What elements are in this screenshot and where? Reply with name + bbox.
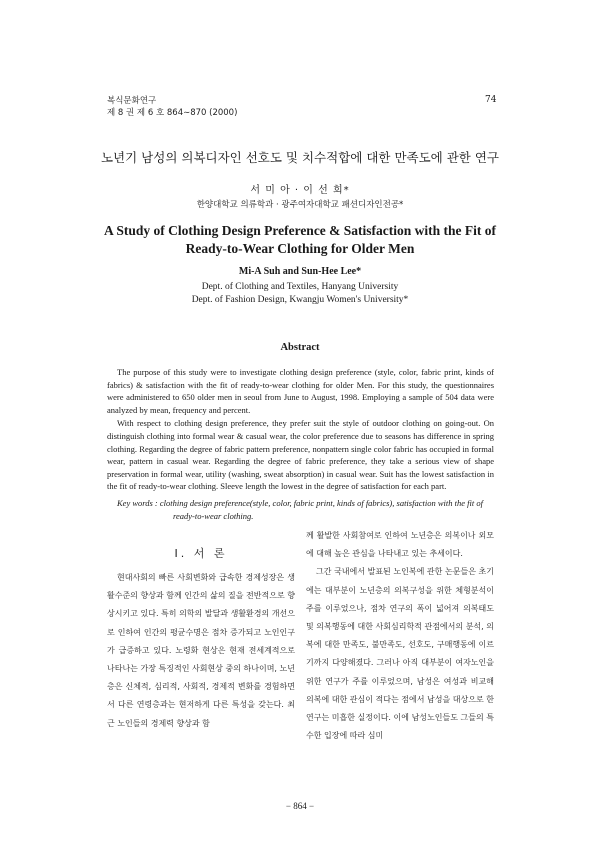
english-affiliation (0, 281, 600, 307)
abstract-paragraph-1: The purpose of this study were to investigate clothing design preference (style, color, fabric print, kinds of fabrics) & satisfaction with the fit of ready-to-wear clothing for older Men. For this study, the questionnaires were administered to 650 older men in seoul from June to August, 1998. Employing a sample of 504 data were analyzed by mean, frequency and percent. (107, 367, 494, 415)
left-column-paragraph: 현대사회의 빠른 사회변화와 급속한 경제성장은 생활수준의 향상과 함께 인간의 삶의 질을 전반적으로 향상시키고 있다. 특히 의학의 발달과 생활환경의 개선으로 인하여 인간의 평균수명은 점차 증가되고 노인인구가 급증하고 있다. 노령화 현상은 현재 전세계적으로 나타나는 가장 특징적인 사회현상 중의 하나이며, 노년층은 신체적, 심리적, 사회적, 경제적 변화를 경험하면서 다른 연령층과는 현저하게 다른 특성을 갖는다. 최근 노인들의 경제력 향상과 함 (107, 573, 295, 728)
right-column-paragraph-2: 그간 국내에서 발표된 노인복에 관한 논문들은 초기에는 대부분이 노년층의 의복구성을 위한 체형분석이 주를 이루었으나, 점차 연구의 폭이 넓어져 의복태도 및 의복행동에 대한 사회심리학적 관점에서의 분석, 의복에 대한 만족도, 불만족도, 선호도, 구매행동에 이르기까지 다양해졌다. 그러나 아직 대부분이 여자노인을 위한 연구가 주를 이루었으며, 남성은 여성과 비교해 의복에 대한 관심이 적다는 점에서 남성을 대상으로 한 연구는 미흡한 실정이다. 이에 남성노인들도 그들의 특수한 입장에 따라 심미 (306, 567, 494, 741)
journal-header (107, 95, 237, 119)
body-column-left (107, 569, 295, 733)
keywords (117, 497, 497, 522)
english-title-line-2: Ready-to-Wear Clothing for Older Men (185, 241, 415, 256)
korean-title: 노년기 남성의 의복디자인 선호도 및 치수적합에 대한 만족도에 관한 연구 (100, 150, 499, 165)
english-affiliation-line-1: Dept. of Clothing and Textiles, Hanyang University (201, 282, 399, 292)
english-title-line-1: A Study of Clothing Design Preference & Satisfaction with the Fit of (103, 223, 497, 238)
abstract-paragraph-2: With respect to clothing design preference, they prefer suit the style of outdoor clothing on going-out. On distinguish clothing into formal wear & casual wear, the color preference due to seasons has difference in spring clothing. Regarding the degree of fabric pattern preference, nonpattern single color fabric has occupied in formal wear, pattern in casual wear. Regarding the degree of fabric preference, they take a serious view of shape preservation in formal wear, utility (washing, sweat absorption) in casual wear. Suit has the lowest satisfaction in the fit of ready-to-wear clothing. Sleeve length the lowest in the degree of satisfaction for each part. (107, 418, 494, 492)
english-affiliation-line-2: Dept. of Fashion Design, Kwangju Women's University* (191, 295, 409, 305)
abstract-body (107, 366, 494, 493)
header-page-number: 74 (485, 95, 497, 105)
keywords-line-1: Key words : clothing design preference(style, color, fabric print, kinds of fabrics), satisfaction with the fit of (117, 498, 483, 508)
english-title (100, 222, 500, 258)
section-heading-introduction: Ⅰ. 서 론 (174, 547, 228, 560)
korean-authors: 서 미 아 · 이 선 희* (250, 185, 350, 196)
journal-name: 복식문화연구 (107, 96, 157, 106)
korean-affiliation: 한양대학교 의류학과 · 광주여자대학교 패션디자인전공* (196, 200, 404, 210)
footer-page-number: − 864 − (285, 801, 315, 811)
english-authors: Mi-A Suh and Sun-Hee Lee* (238, 266, 362, 277)
abstract-heading: Abstract (280, 342, 320, 353)
body-column-right (306, 527, 494, 745)
journal-volume: 제 8 권 제 6 호 864∼870 (2000) (107, 108, 238, 118)
right-column-paragraph-1: 께 활발한 사회참여로 인하여 노년층은 의복이나 외모에 대해 높은 관심을 나타내고 있는 추세이다. (306, 531, 494, 559)
keywords-line-2: ready-to-wear clothing. (173, 510, 254, 521)
